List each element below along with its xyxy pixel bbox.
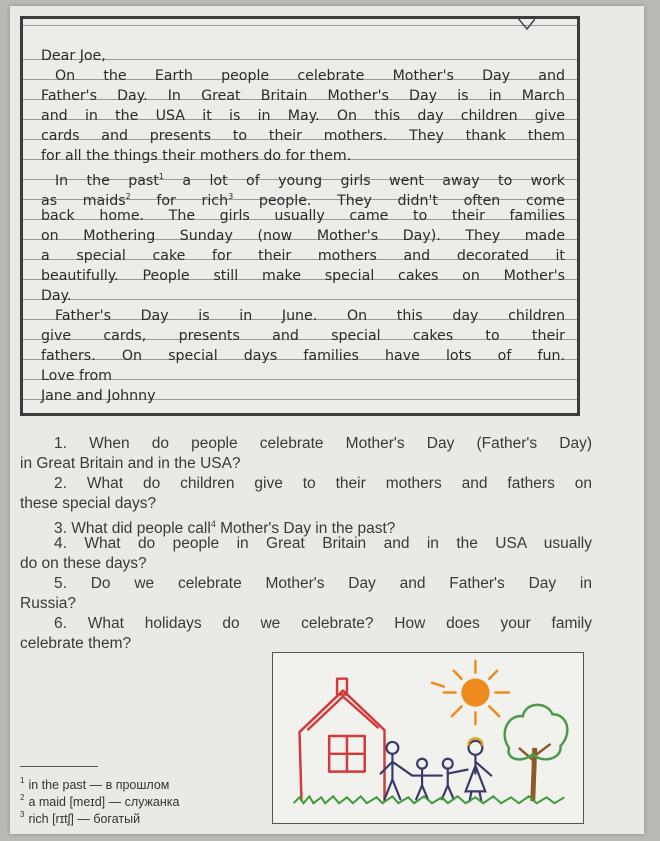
letter-line: cards and presents to their mothers. They thank them [41,128,565,144]
letter-text: for rich [130,193,229,209]
question-4: 4. What do people in Great Britain and in the USA usually [54,535,592,552]
letter-line: On the Earth people celebrate Mother's Day and [55,68,565,84]
footnote-number: 2 [20,793,25,802]
question-1-cont: in Great Britain and in the USA? [20,455,241,472]
letter-line: and in the USA it is in May. On this day children give [41,108,565,124]
footnote-text: a maid [meɪd] — служанка [28,795,180,809]
letter-box [20,16,580,416]
question-2: 2. What do children give to their mothers and fathers on [54,475,592,492]
letter-greeting: Dear Joe, [41,48,106,64]
letter-line: fathers. On special days families have lots of fun. [41,348,565,364]
question-6: 6. What holidays do we celebrate? How does your family [54,615,592,632]
sun-icon [432,661,509,724]
letter-line: for all the things their mothers do for them. [41,148,352,164]
question-5-cont: Russia? [20,595,76,612]
page-corner-mark [517,17,535,31]
footnote-number: 1 [20,776,25,785]
letter-line [41,167,565,187]
footnote-item [20,789,180,809]
question-text: Mother's Day in the past? [215,520,396,537]
letter-line: Father's Day. In Great Britain Mother's Day is in March [41,88,565,104]
footnote-text: in the past — в прошлом [28,778,170,792]
letter-line: a special cake for their mothers and decorated it [41,248,565,264]
textbook-page [10,6,644,834]
footnote-mark: 3 [228,192,234,201]
drawing-canvas [273,653,583,823]
letter-line: Day. [41,288,72,304]
footnote-mark: 1 [158,172,164,181]
letter-signoff: Love from [41,368,112,384]
letter-text: a lot of young girls went away to work [163,173,566,189]
footnote-text: rich [rɪtʃ] — богатый [28,812,141,826]
family-drawing [272,652,584,824]
questions-list [20,434,592,654]
letter-signature: Jane and Johnny [41,388,156,404]
question-1: 1. When do people celebrate Mother's Day (Father's Day) [54,435,592,452]
family-figures [381,741,492,801]
letter-line: give cards, presents and special cakes to their [41,328,565,344]
letter-text: people. They didn't often come [233,193,565,209]
question-5: 5. Do we celebrate Mother's Day and Father's Day in [54,575,592,592]
question-2-cont: these special days? [20,495,157,512]
letter-text: In the past [55,173,159,189]
footnote-item [20,772,179,792]
letter-line: beautifully. People still make special cakes on Mother's [41,268,565,284]
footnote-number: 3 [20,810,25,819]
footnote-divider [20,766,98,767]
letter-line [41,187,565,207]
house-icon [300,679,385,802]
question-6-cont: celebrate them? [20,635,132,652]
letter-line: on Mothering Sunday (now Mother's Day). They made [41,228,565,244]
letter-line: Father's Day is in June. On this day children [55,308,565,324]
grass-icon [294,796,565,803]
letter-line: back home. The girls usually came to their families [41,208,565,224]
question-text: 3. What did people call [54,520,211,537]
footnote-mark: 2 [125,192,131,201]
question-4-cont: do on these days? [20,555,147,572]
footnote-mark: 4 [210,519,216,529]
question-3 [20,514,592,537]
tree-icon [505,705,568,801]
footnotes [20,772,180,826]
letter-text: as maids [41,193,126,209]
